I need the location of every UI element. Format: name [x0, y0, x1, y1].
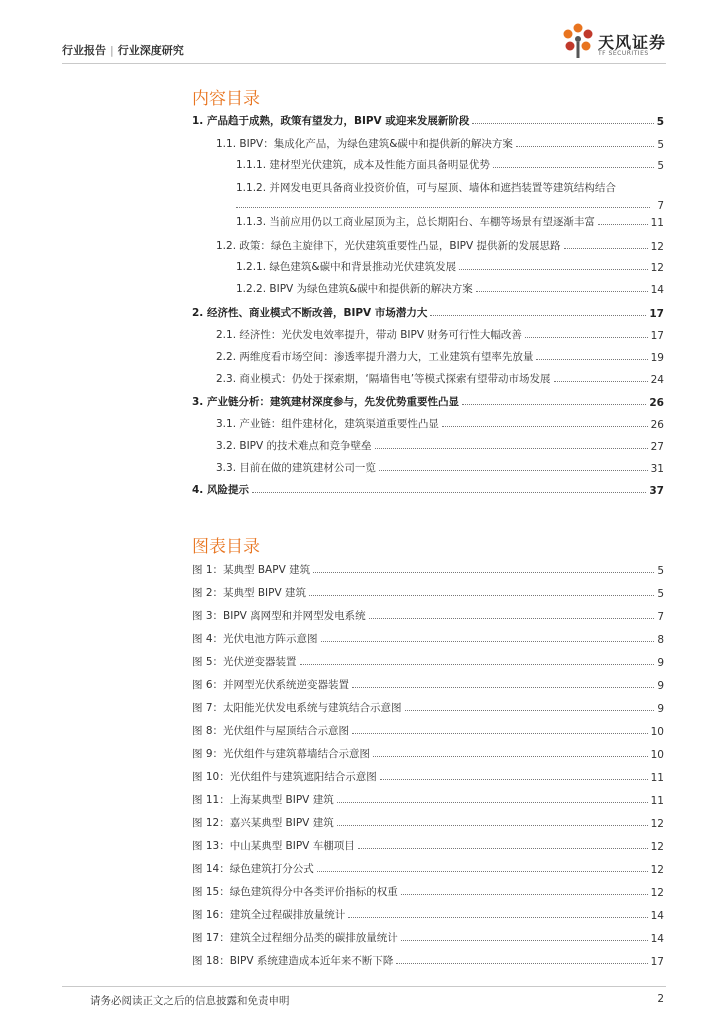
- figure-entry[interactable]: [192, 677, 664, 692]
- toc-entry-page: 5: [656, 116, 664, 128]
- figure-entry-page: 11: [650, 795, 664, 807]
- toc-entry-page: 5: [657, 139, 664, 151]
- figure-entry-page: 8: [657, 634, 664, 646]
- company-logo: [560, 22, 670, 62]
- figure-entry[interactable]: [192, 861, 664, 876]
- figure-leader-dots: [337, 802, 648, 803]
- toc-entry-title: 1.1.1. 建材型光伏建筑，成本及性能方面具备明显优势: [236, 159, 490, 171]
- figure-entry[interactable]: [192, 953, 664, 968]
- toc-entry-title: 3.3. 目前在做的建筑建材公司一览: [216, 462, 376, 474]
- toc-entry[interactable]: [236, 281, 664, 296]
- figure-leader-dots: [369, 618, 655, 619]
- toc-entry[interactable]: [236, 180, 664, 195]
- toc-entry[interactable]: [216, 371, 664, 386]
- toc-entry-title: 1.2.1. 绿色建筑&碳中和背景推动光伏建筑发展: [236, 261, 457, 273]
- toc-entry-title: 2.1. 经济性：光伏发电效率提升，带动 BIPV 财务可行性大幅改善: [216, 329, 522, 341]
- figure-entry-page: 7: [657, 611, 664, 623]
- toc-leader-dots: [472, 123, 653, 124]
- figure-entry[interactable]: [192, 608, 664, 623]
- figure-entry[interactable]: [192, 585, 664, 600]
- figure-entry[interactable]: [192, 769, 664, 784]
- toc-entry-page: 17: [650, 330, 664, 342]
- figure-entry[interactable]: [192, 723, 664, 738]
- figure-entry-title: 图 18：BIPV 系统建造成本近年来不断下降: [192, 955, 394, 967]
- toc-entry-page: 11: [650, 217, 664, 229]
- toc-leader-dots: [379, 470, 648, 471]
- figure-leader-dots: [396, 963, 647, 964]
- toc-leader-dots: [375, 448, 648, 449]
- figure-entry-title: 图 2：某典型 BIPV 建筑: [192, 587, 307, 599]
- toc-leader-dots: [462, 404, 646, 405]
- figure-entry[interactable]: [192, 631, 664, 646]
- toc-entry[interactable]: [216, 416, 664, 431]
- toc-entry[interactable]: [236, 157, 664, 172]
- figure-leader-dots: [405, 710, 655, 711]
- page-header: [0, 0, 724, 66]
- toc-entry[interactable]: [216, 460, 664, 475]
- toc-entry-title: 1. 产品趋于成熟，政策有望发力，BIPV 或迎来发展新阶段: [192, 115, 470, 127]
- figure-entry-page: 9: [657, 657, 664, 669]
- figure-entry-title: 图 4：光伏电池方阵示意图: [192, 633, 318, 645]
- toc-entry-page: 24: [650, 374, 664, 386]
- toc-leader-dots: [493, 167, 654, 168]
- figure-entry-title: 图 13：中山某典型 BIPV 车棚项目: [192, 840, 355, 852]
- toc-entry[interactable]: [236, 259, 664, 274]
- toc-leader-dots: [525, 337, 648, 338]
- toc-entry-title: 2. 经济性、商业模式不断改善，BIPV 市场潜力大: [192, 307, 428, 319]
- toc-entry-page: 31: [650, 463, 664, 475]
- figure-leader-dots: [313, 572, 654, 573]
- toc-entry-page: 37: [649, 485, 664, 497]
- header-divider: [62, 63, 666, 64]
- figure-entry[interactable]: [192, 838, 664, 853]
- toc-entry-title: 2.3. 商业模式：仍处于探索期，‘隔墙售电’等模式探索有望带动市场发展: [216, 373, 551, 385]
- toc-leader-dots: [564, 248, 648, 249]
- figure-entry-title: 图 17：建筑全过程细分品类的碳排放量统计: [192, 932, 398, 944]
- figure-entry-page: 12: [650, 818, 664, 830]
- toc-leader-dots: [554, 381, 648, 382]
- toc-entry-page: 26: [650, 419, 664, 431]
- logo-mark-icon: [560, 22, 596, 60]
- logo-english-name: TF SECURITIES: [598, 50, 649, 57]
- toc-entry[interactable]: [192, 482, 664, 497]
- figure-entry-title: 图 15：绿色建筑得分中各类评价指标的权重: [192, 886, 398, 898]
- toc-entry[interactable]: [192, 113, 664, 128]
- toc-entry[interactable]: [216, 349, 664, 364]
- page-number: 2: [657, 993, 664, 1005]
- toc-entry[interactable]: [216, 136, 664, 151]
- figure-leader-dots: [373, 756, 648, 757]
- toc-leader-dots: [252, 492, 646, 493]
- toc-entry-page: 27: [650, 441, 664, 453]
- figure-leader-dots: [309, 595, 654, 596]
- figure-leader-dots: [337, 825, 648, 826]
- toc-entry[interactable]: [216, 327, 664, 342]
- figure-entry-page: 5: [657, 588, 664, 600]
- toc-entry-page: 12: [650, 262, 664, 274]
- toc-entry-title: 2.2. 两维度看市场空间：渗透率提升潜力大，工业建筑有望率先放量: [216, 351, 534, 363]
- figure-entry[interactable]: [192, 930, 664, 945]
- figure-leader-dots: [352, 687, 654, 688]
- figure-leader-dots: [352, 733, 648, 734]
- figure-entry[interactable]: [192, 654, 664, 669]
- toc-entry-title: 1.1. BIPV：集成化产品，为绿色建筑&碳中和提供新的解决方案: [216, 138, 513, 150]
- figure-entry-title: 图 3：BIPV 离网型和并网型发电系统: [192, 610, 366, 622]
- figure-entry-title: 图 8：光伏组件与屋顶结合示意图: [192, 725, 350, 737]
- figure-entry[interactable]: [192, 907, 664, 922]
- toc-entry-title: 1.2. 政策：绿色主旋律下，光伏建筑重要性凸显，BIPV 提供新的发展思路: [216, 240, 561, 252]
- figure-entry[interactable]: [192, 562, 664, 577]
- toc-entry-title: 3. 产业链分析：建筑建材深度参与，先发优势重要性凸显: [192, 396, 459, 408]
- figure-leader-dots: [321, 641, 655, 642]
- figure-leader-dots: [300, 664, 655, 665]
- figure-entry-page: 9: [657, 680, 664, 692]
- figure-leader-dots: [401, 894, 648, 895]
- toc-entry-page: 19: [650, 352, 664, 364]
- breadcrumb-report-category: 行业深度研究: [117, 44, 184, 57]
- toc-entry-title: 4. 风险提示: [192, 484, 249, 496]
- toc-leader-dots: [536, 359, 647, 360]
- contents-title: 内容目录: [192, 89, 260, 109]
- toc-entry[interactable]: [216, 438, 664, 453]
- toc-entry[interactable]: [192, 394, 664, 409]
- toc-leader-dots: [236, 207, 650, 208]
- toc-entry-title: 1.1.2. 并网发电更具备商业投资价值，可与屋顶、墙体和遮挡装置等建筑结构结合: [236, 182, 616, 194]
- toc-entry-page: 5: [657, 160, 664, 172]
- figure-entry-page: 14: [650, 933, 664, 945]
- footer-divider: [62, 986, 666, 987]
- toc-entry[interactable]: [236, 214, 664, 229]
- toc-entry-title: 3.1. 产业链：组件建材化，建筑渠道重要性凸显: [216, 418, 439, 430]
- figure-entry[interactable]: [192, 746, 664, 761]
- figure-entry-title: 图 11：上海某典型 BIPV 建筑: [192, 794, 334, 806]
- breadcrumb-separator: |: [110, 44, 114, 57]
- toc-entry-continuation: [236, 197, 664, 212]
- toc-leader-dots: [516, 146, 654, 147]
- toc-entry-title: 1.1.3. 当前应用仍以工商业屋顶为主，总长期阳台、车棚等场景有望逐渐丰富: [236, 216, 595, 228]
- figure-entry-title: 图 7：太阳能光伏发电系统与建筑结合示意图: [192, 702, 402, 714]
- figure-entry[interactable]: [192, 884, 664, 899]
- toc-entry-page: 12: [650, 241, 664, 253]
- toc-entry-page: 17: [649, 308, 664, 320]
- figure-entry[interactable]: [192, 815, 664, 830]
- footer-disclaimer: 请务必阅读正文之后的信息披露和免责申明: [90, 995, 290, 1007]
- toc-leader-dots: [598, 224, 648, 225]
- figure-entry-page: 11: [650, 772, 664, 784]
- figure-entry-page: 10: [650, 749, 664, 761]
- figure-entry-page: 9: [657, 703, 664, 715]
- figure-entry-title: 图 6：并网型光伏系统逆变器装置: [192, 679, 350, 691]
- toc-entry-page: 7: [657, 200, 664, 212]
- figure-entry-page: 14: [650, 910, 664, 922]
- figure-entry-page: 10: [650, 726, 664, 738]
- breadcrumb: [62, 42, 184, 58]
- breadcrumb-report-type: 行业报告: [62, 44, 106, 57]
- toc-leader-dots: [459, 269, 648, 270]
- figure-entry-page: 17: [650, 956, 664, 968]
- figures-title: 图表目录: [192, 537, 260, 557]
- figure-entry-title: 图 14：绿色建筑打分公式: [192, 863, 314, 875]
- toc-leader-dots: [476, 291, 648, 292]
- toc-leader-dots: [442, 426, 648, 427]
- figure-entry-title: 图 5：光伏逆变器装置: [192, 656, 297, 668]
- toc-entry[interactable]: [192, 305, 664, 320]
- figure-leader-dots: [317, 871, 648, 872]
- figure-leader-dots: [358, 848, 648, 849]
- figure-entry[interactable]: [192, 700, 664, 715]
- figure-entry-page: 12: [650, 841, 664, 853]
- toc-leader-dots: [430, 315, 646, 316]
- figure-entry-title: 图 10：光伏组件与建筑遮阳结合示意图: [192, 771, 377, 783]
- figure-entry-title: 图 9：光伏组件与建筑幕墙结合示意图: [192, 748, 371, 760]
- toc-entry-title: 3.2. BIPV 的技术难点和竞争壁垒: [216, 440, 372, 452]
- logo-chinese-name: 天风证券: [598, 33, 667, 52]
- figure-entry-title: 图 12：嘉兴某典型 BIPV 建筑: [192, 817, 334, 829]
- figure-leader-dots: [380, 779, 648, 780]
- figure-leader-dots: [401, 940, 648, 941]
- figure-entry-page: 5: [657, 565, 664, 577]
- figure-entry-page: 12: [650, 864, 664, 876]
- figure-entry-title: 图 16：建筑全过程碳排放量统计: [192, 909, 346, 921]
- toc-entry[interactable]: [216, 238, 664, 253]
- toc-entry-page: 14: [650, 284, 664, 296]
- figure-entry-title: 图 1：某典型 BAPV 建筑: [192, 564, 311, 576]
- toc-entry-page: 26: [649, 397, 664, 409]
- figure-leader-dots: [348, 917, 647, 918]
- figure-entry[interactable]: [192, 792, 664, 807]
- toc-entry-title: 1.2.2. BIPV 为绿色建筑&碳中和提供新的解决方案: [236, 283, 473, 295]
- figure-entry-page: 12: [650, 887, 664, 899]
